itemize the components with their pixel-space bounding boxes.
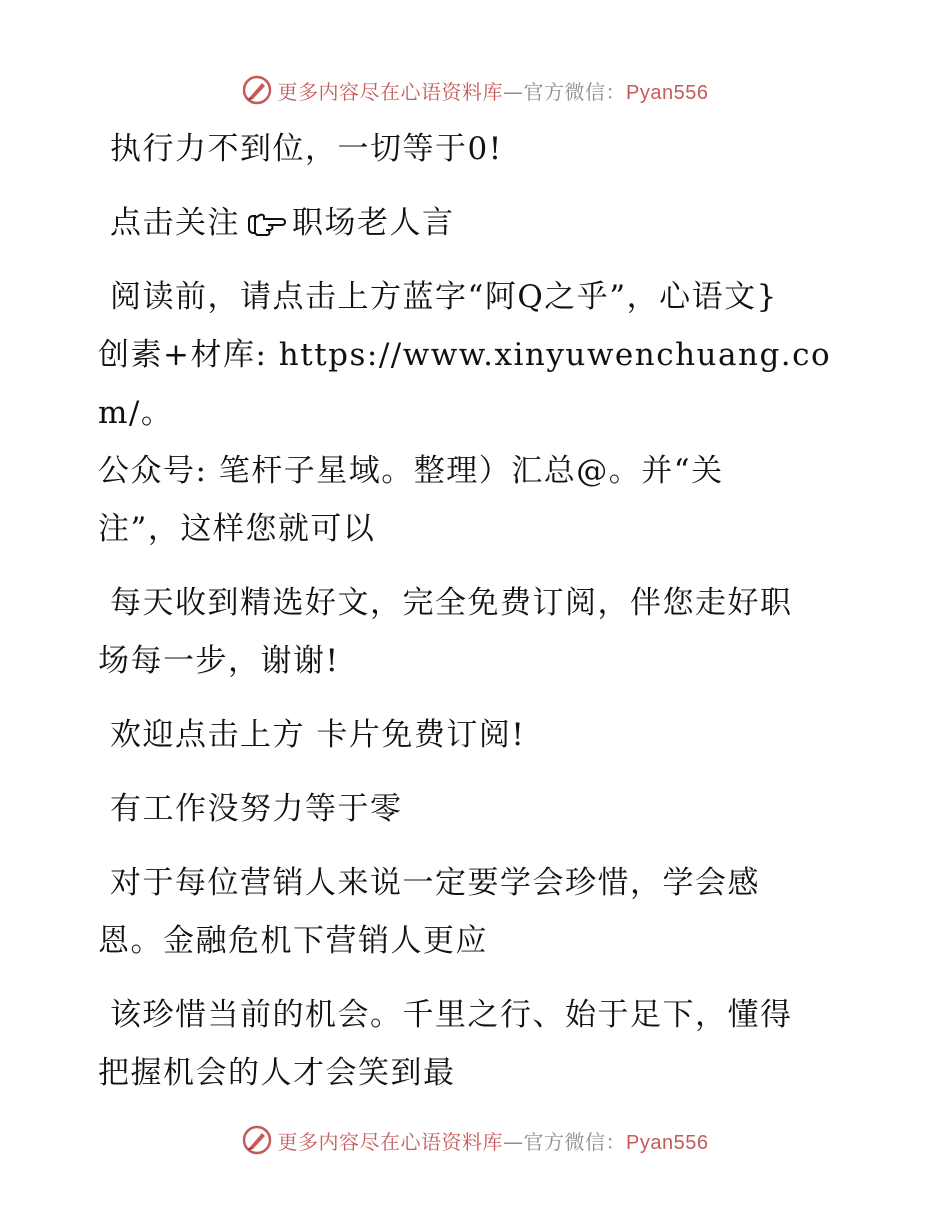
paragraph-line: 阅读前，请点击上方蓝字“阿Q之乎”，心语文} [110, 279, 778, 315]
footer-banner-text [278, 1126, 709, 1155]
footer-banner [0, 1120, 950, 1160]
paragraph-line: 把握机会的人才会笑到最 [98, 1055, 456, 1091]
paragraph-line: 恩。金融危机下营销人更应 [98, 923, 488, 959]
paragraph-1 [98, 120, 858, 178]
pen-nib-logo [242, 1125, 272, 1155]
paragraph-line: 场每一步，谢谢! [98, 643, 340, 679]
paragraph-5 [98, 706, 858, 764]
follow-text: 点击关注 [110, 205, 240, 241]
paragraph-line: 注”，这样您就可以 [98, 511, 376, 547]
paragraph-8 [98, 986, 858, 1102]
header-banner [0, 70, 950, 110]
paragraph-4 [98, 574, 858, 690]
paragraph-line: 对于每位营销人来说一定要学会珍惜，学会感 [110, 865, 760, 901]
paragraph-line: 有工作没努力等于零 [110, 791, 403, 827]
paragraph-6 [98, 780, 858, 838]
header-banner-title: 更多内容尽在心语资料库 [277, 79, 504, 104]
header-banner-wechat-id: Pyan556 [626, 81, 709, 104]
document-body [98, 120, 858, 1118]
footer-banner-wechat-id: Pyan556 [626, 1131, 709, 1154]
account-name: 职场老人言 [292, 205, 455, 241]
header-banner-label: —官方微信： [503, 79, 627, 104]
paragraph-7 [98, 854, 858, 970]
header-banner-text [278, 76, 709, 105]
paragraph-line: 公众号: 笔杆子星域。整理）汇总@。并“关 [98, 453, 724, 489]
paragraph-3 [98, 268, 858, 558]
paragraph-2 [98, 194, 858, 252]
footer-banner-label: —官方微信： [503, 1129, 627, 1154]
paragraph-line: 创素+材库: https://www.xinyuwenchuang.com/。 [98, 337, 832, 431]
footer-banner-title: 更多内容尽在心语资料库 [277, 1129, 504, 1154]
paragraph-line [98, 194, 858, 252]
paragraph-line: 每天收到精选好文，完全免费订阅，伴您走好职 [110, 585, 793, 621]
pointing-hand-icon [246, 211, 286, 239]
paragraph-line: 该珍惜当前的机会。千里之行、始于足下，懂得 [110, 997, 793, 1033]
pen-nib-logo [242, 75, 272, 105]
paragraph-line: 欢迎点击上方 卡片免费订阅! [110, 717, 526, 753]
paragraph-line: 执行力不到位，一切等于0! [110, 131, 503, 167]
